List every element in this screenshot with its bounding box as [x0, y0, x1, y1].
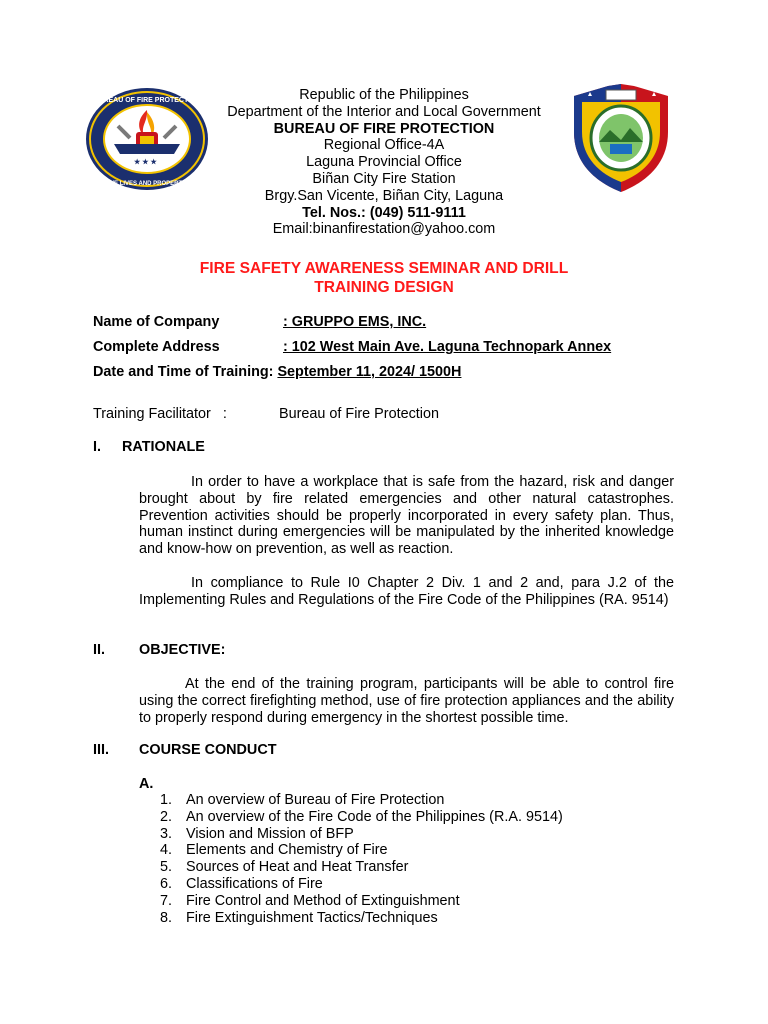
letterhead [184, 87, 584, 238]
list-item: 3. Vision and Mission of BFP [160, 825, 354, 842]
section-1-title: RATIONALE [122, 439, 205, 455]
letterhead-email: Email:binanfirestation@yahoo.com [272, 221, 496, 238]
letterhead-station: Biñan City Fire Station [312, 170, 456, 187]
title-line-1: FIRE SAFETY AWARENESS SEMINAR AND DRILL [199, 260, 569, 277]
list-item: 8. Fire Extinguishment Tactics/Techniques [160, 909, 438, 926]
title-line-2: TRAINING DESIGN [314, 279, 454, 296]
letterhead-provincial-office: Laguna Provincial Office [306, 154, 462, 171]
list-item: 4. Elements and Chemistry of Fire [160, 842, 388, 859]
letterhead-department: Department of the Interior and Local Government [227, 103, 541, 120]
section-2-number: II. [93, 642, 105, 658]
letterhead-region: Regional Office-4A [323, 137, 445, 154]
svg-text:★ ★ ★: ★ ★ ★ [134, 159, 157, 166]
svg-text:BUREAU OF FIRE PROTECTION: BUREAU OF FIRE PROTECTION [93, 97, 201, 104]
list-item: 1. An overview of Bureau of Fire Protection [160, 792, 445, 808]
svg-text:SAVE LIVES AND PROPERTIES: SAVE LIVES AND PROPERTIES [102, 181, 192, 187]
rationale-paragraph-1: In order to have a workplace that is safe from the hazard, risk and danger brought about by fire related emergencies and other natural catastrophes. Prevention activities should be properly incorporated in every safety plan. Thus, human instinct during emergencies will be manipulated by the inherited knowledge and know-how on prevention, as well as reaction. [139, 474, 674, 558]
objective-paragraph: At the end of the training program, participants will be able to control fire using the correct firefighting method, use of fire protection appliances and the ability to properly respond during emergency in the shortest possible time. [139, 676, 674, 726]
address-label: Complete Address [93, 339, 220, 355]
letterhead-phone: Tel. Nos.: (049) 511-9111 [302, 204, 466, 221]
section-3-title: COURSE CONDUCT [139, 742, 277, 758]
date-label: Date and Time of Training: [93, 364, 274, 380]
list-item: 6. Classifications of Fire [160, 875, 323, 892]
course-topics-list [160, 792, 563, 926]
date-value: September 11, 2024/ 1500H [277, 364, 462, 380]
letterhead-bureau: BUREAU OF FIRE PROTECTION [273, 120, 495, 137]
rationale-paragraph-2: In compliance to Rule I0 Chapter 2 Div. 1 and 2 and, para J.2 of the Implementing Rules and Regulations of the Fire Code of the Philippines (RA. 9514) [139, 575, 674, 608]
letterhead-republic: Republic of the Philippines [299, 87, 469, 103]
document-title [84, 259, 684, 297]
section-2-title: OBJECTIVE: [139, 642, 226, 658]
list-item: 2. An overview of the Fire Code of the Philippines (R.A. 9514) [160, 808, 563, 825]
course-subsection-a: A. [139, 776, 154, 792]
facilitator-label: Training Facilitator : [93, 406, 227, 422]
date-row [93, 364, 461, 380]
section-3-number: III. [93, 742, 109, 758]
address-value: : 102 West Main Ave. Laguna Technopark Annex [283, 339, 612, 355]
facilitator-value: Bureau of Fire Protection [279, 406, 439, 422]
address-row [93, 339, 611, 355]
list-item: 7. Fire Control and Method of Extinguishment [160, 892, 460, 909]
company-row [93, 314, 426, 330]
list-item: 5. Sources of Heat and Heat Transfer [160, 859, 409, 876]
section-1-number: I. [93, 439, 101, 455]
letterhead-address: Brgy.San Vicente, Biñan City, Laguna [264, 187, 504, 204]
company-value: : GRUPPO EMS, INC. [283, 314, 427, 330]
company-label: Name of Company [93, 314, 220, 330]
